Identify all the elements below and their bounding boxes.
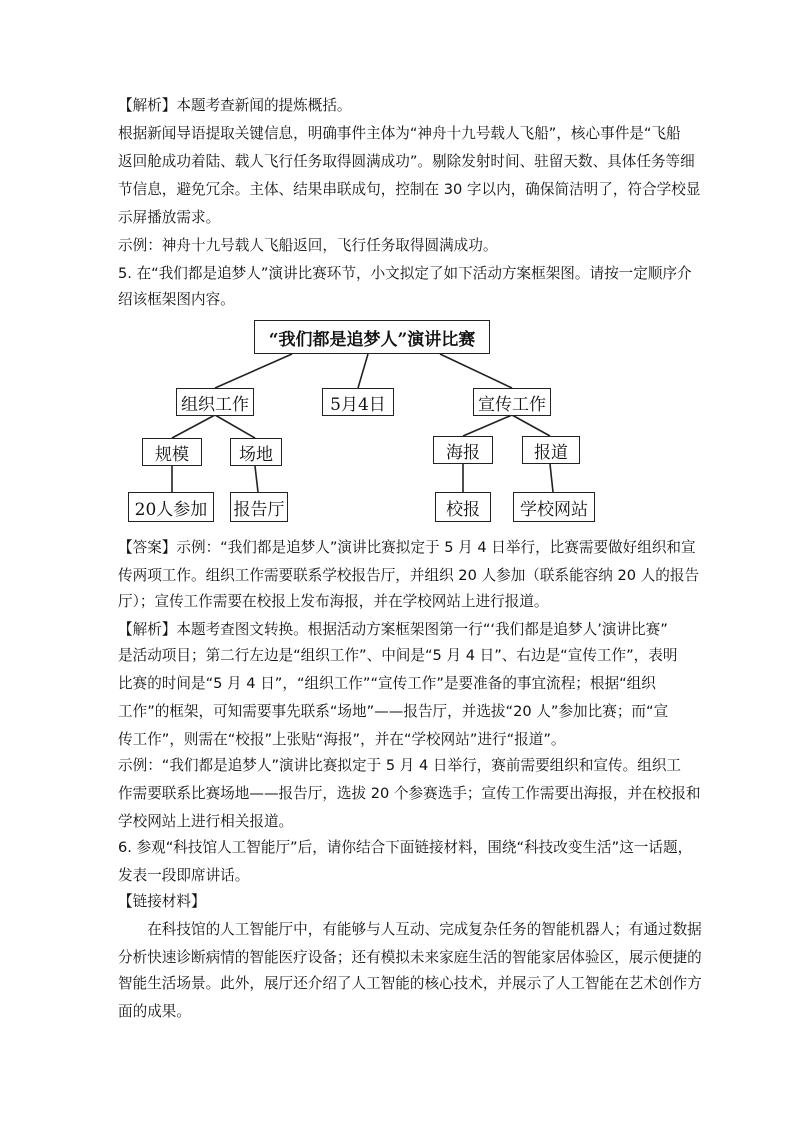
node-publicity: 宣传工作	[473, 388, 551, 416]
node-report: 报道	[522, 436, 580, 464]
node-school-paper: 校报	[435, 492, 491, 522]
answer-line: 传两项工作。组织工作需要联系学校报告厅，并组织 20 人参加（联系能容纳 20 人的报告	[118, 567, 700, 584]
question-6-line: 发表一段即席讲话。	[118, 867, 250, 884]
node-date: 5月4日	[322, 388, 394, 416]
analysis-line: 传工作”，则需在“校报”上张贴“海报”，并在“学校网站”进行“报道”。	[118, 731, 566, 748]
analysis-line: 工作”的框架，可知需要事先联系“场地”——报告厅，并选拔“20 人”参加比赛；而“宣	[118, 703, 669, 720]
material-line: 分析快速诊断病情的智能医疗设备；还有模拟未来家庭生活的智能家居体验区，展示便捷的	[118, 949, 702, 966]
node-scale: 规模	[142, 438, 202, 466]
material-line: 面的成果。	[118, 1003, 191, 1020]
example-line: 作需要联系比赛场地——报告厅，选拔 20 个参赛选手；宣传工作需要出海报，并在校报和	[118, 785, 701, 802]
analysis-line: 是活动项目；第二行左边是“组织工作”、中间是“5 月 4 日”、右边是“宣传工作”，表明	[118, 647, 678, 664]
material-line: 智能生活场景。此外，展厅还介绍了人工智能的核心技术，并展示了人工智能在艺术创作方	[118, 975, 702, 992]
node-poster: 海报	[433, 436, 493, 464]
answer-line: 【答案】示例：“我们都是追梦人”演讲比赛拟定于 5 月 4 日举行，比赛需要做好组织和宣	[118, 539, 696, 556]
material-line: 在科技馆的人工智能厅中，有能够与人互动、完成复杂任务的智能机器人；有通过数据	[118, 921, 702, 938]
material-heading: 【链接材料】	[118, 893, 206, 910]
text-line: 示屏播放需求。	[118, 209, 221, 226]
node-hall: 报告厅	[230, 492, 288, 522]
question-6-line: 6. 参观“科技馆人工智能厅”后，请你结合下面链接材料，围绕“科技改变生活”这一话题，	[118, 839, 693, 856]
diagram-root-node: “我们都是追梦人”演讲比赛	[254, 320, 490, 354]
question-5-line: 5. 在“我们都是追梦人”演讲比赛环节，小文拟定了如下活动方案框架图。请按一定顺序介	[118, 265, 692, 282]
node-school-website: 学校网站	[513, 492, 595, 522]
node-participants: 20人参加	[128, 492, 214, 522]
node-venue: 场地	[230, 438, 282, 466]
answer-line: 厅）；宣传工作需要在校报上发布海报，并在学校网站上进行报道。	[118, 593, 549, 610]
analysis-line: 【解析】本题考查图文转换。根据活动方案框架图第一行“‘我们都是追梦人’演讲比赛”	[118, 621, 668, 638]
question-5-line: 绍该框架图内容。	[118, 291, 235, 308]
example-line: 学校网站上进行相关报道。	[118, 813, 294, 830]
text-line: 示例：神舟十九号载人飞船返回，飞行任务取得圆满成功。	[118, 237, 498, 254]
text-line: 根据新闻导语提取关键信息，明确事件主体为“神舟十九号载人飞船”，核心事件是“飞船	[118, 125, 681, 142]
text-line: 【解析】本题考查新闻的提炼概括。	[118, 97, 352, 114]
node-organization: 组织工作	[176, 388, 254, 416]
text-line: 返回舱成功着陆、载人飞行任务取得圆满成功”。剔除发射时间、驻留天数、具体任务等细	[118, 153, 695, 170]
analysis-line: 比赛的时间是“5 月 4 日”，“组织工作”“宣传工作”是要准备的事宜流程；根据“组织	[118, 675, 656, 692]
text-line: 节信息，避免冗余。主体、结果串联成句，控制在 30 字以内，确保简洁明了，符合学校显	[118, 181, 701, 198]
example-line: 示例：“我们都是追梦人”演讲比赛拟定于 5 月 4 日举行，赛前需要组织和宣传。组织工	[118, 757, 682, 774]
